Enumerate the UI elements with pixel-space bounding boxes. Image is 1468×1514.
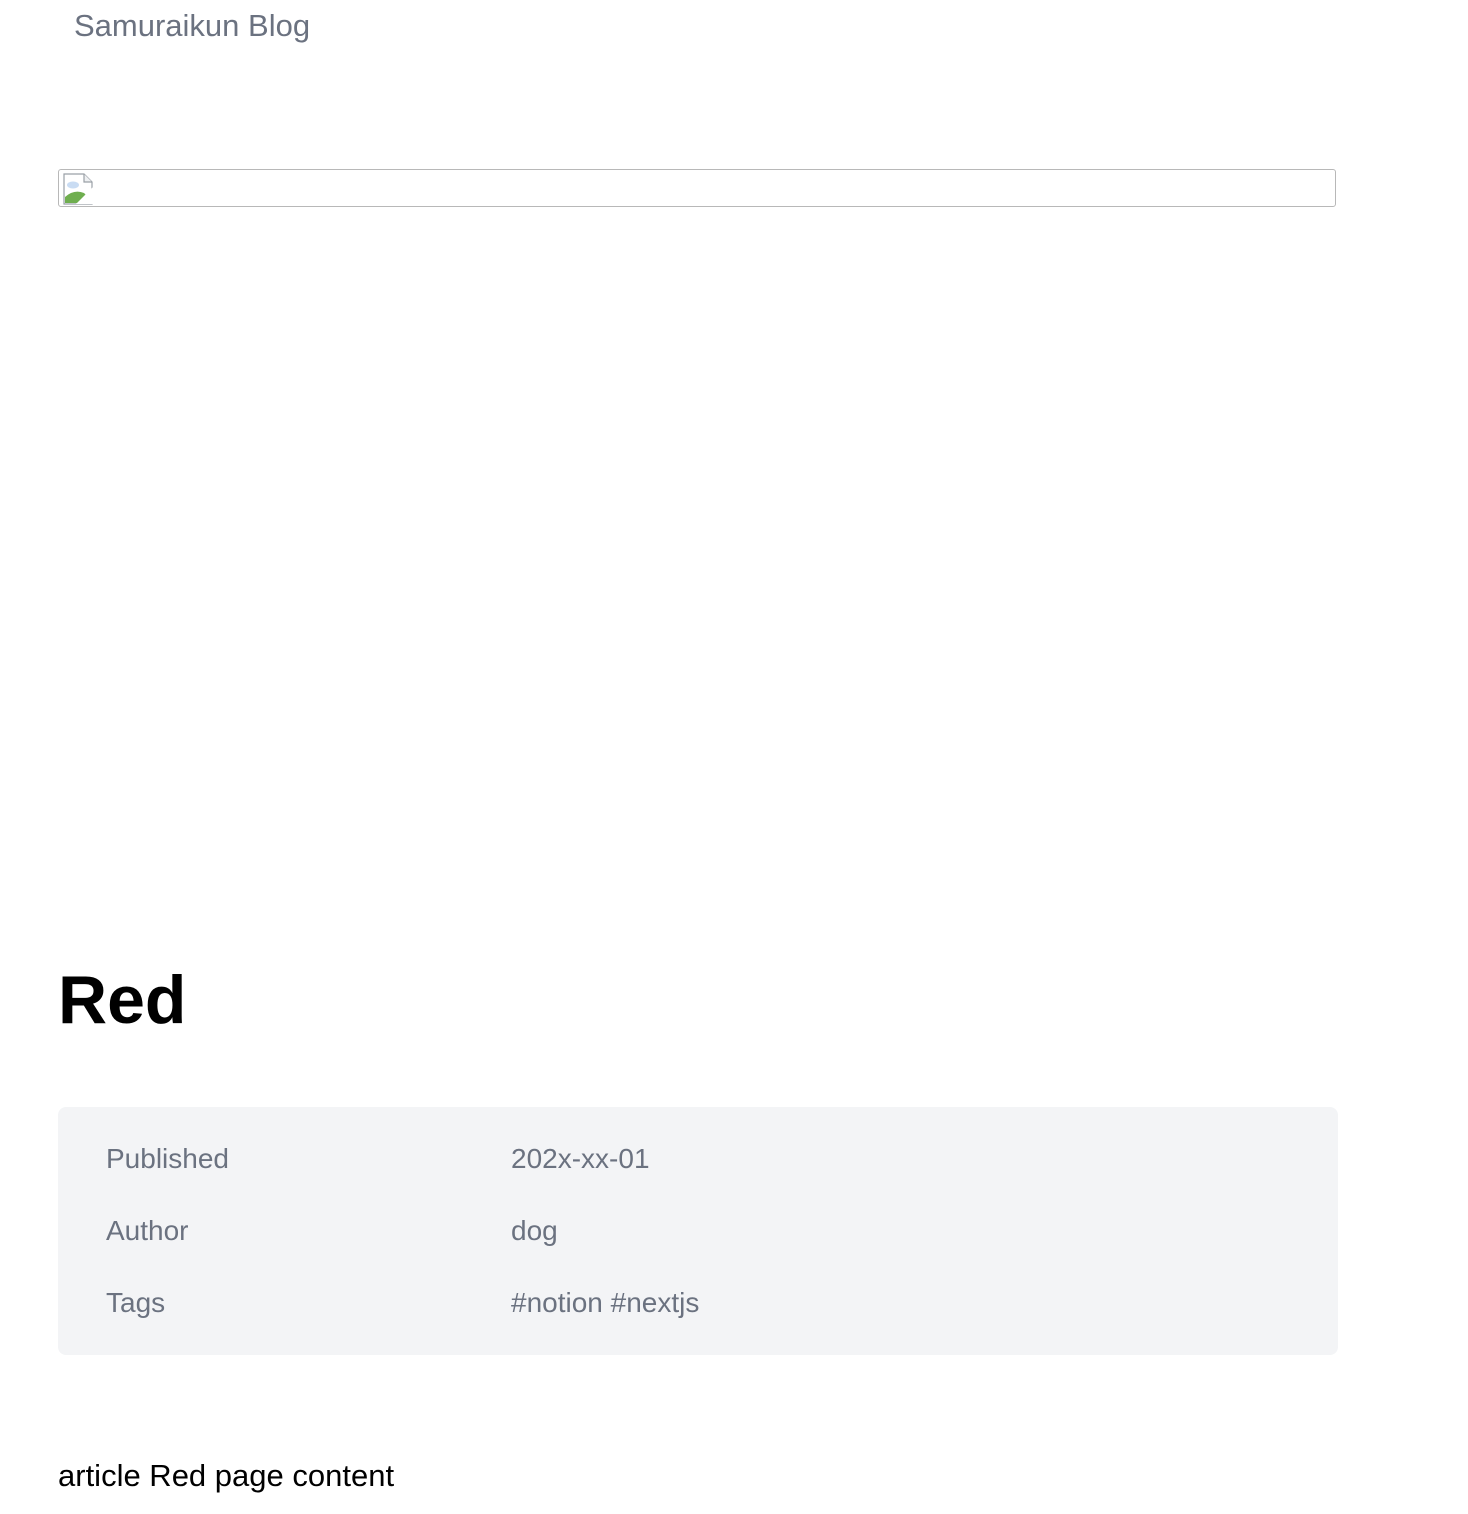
meta-row-published [58,1141,1338,1177]
meta-value: 202x-xx-01 [511,1143,650,1174]
meta-label: Published [106,1143,229,1174]
meta-value: dog [511,1215,558,1246]
broken-image-icon [62,173,94,205]
meta-value: #notion #nextjs [511,1287,700,1318]
meta-row-tags [58,1285,1338,1321]
meta-row-author [58,1213,1338,1249]
cover-image [58,169,1336,207]
meta-label: Tags [106,1287,166,1318]
post-content: article Red page content [58,1458,395,1493]
site-title-link[interactable]: Samuraikun Blog [74,8,311,43]
post-title: Red [58,962,187,1038]
post-meta-table [58,1107,1338,1355]
meta-label: Author [106,1215,189,1246]
